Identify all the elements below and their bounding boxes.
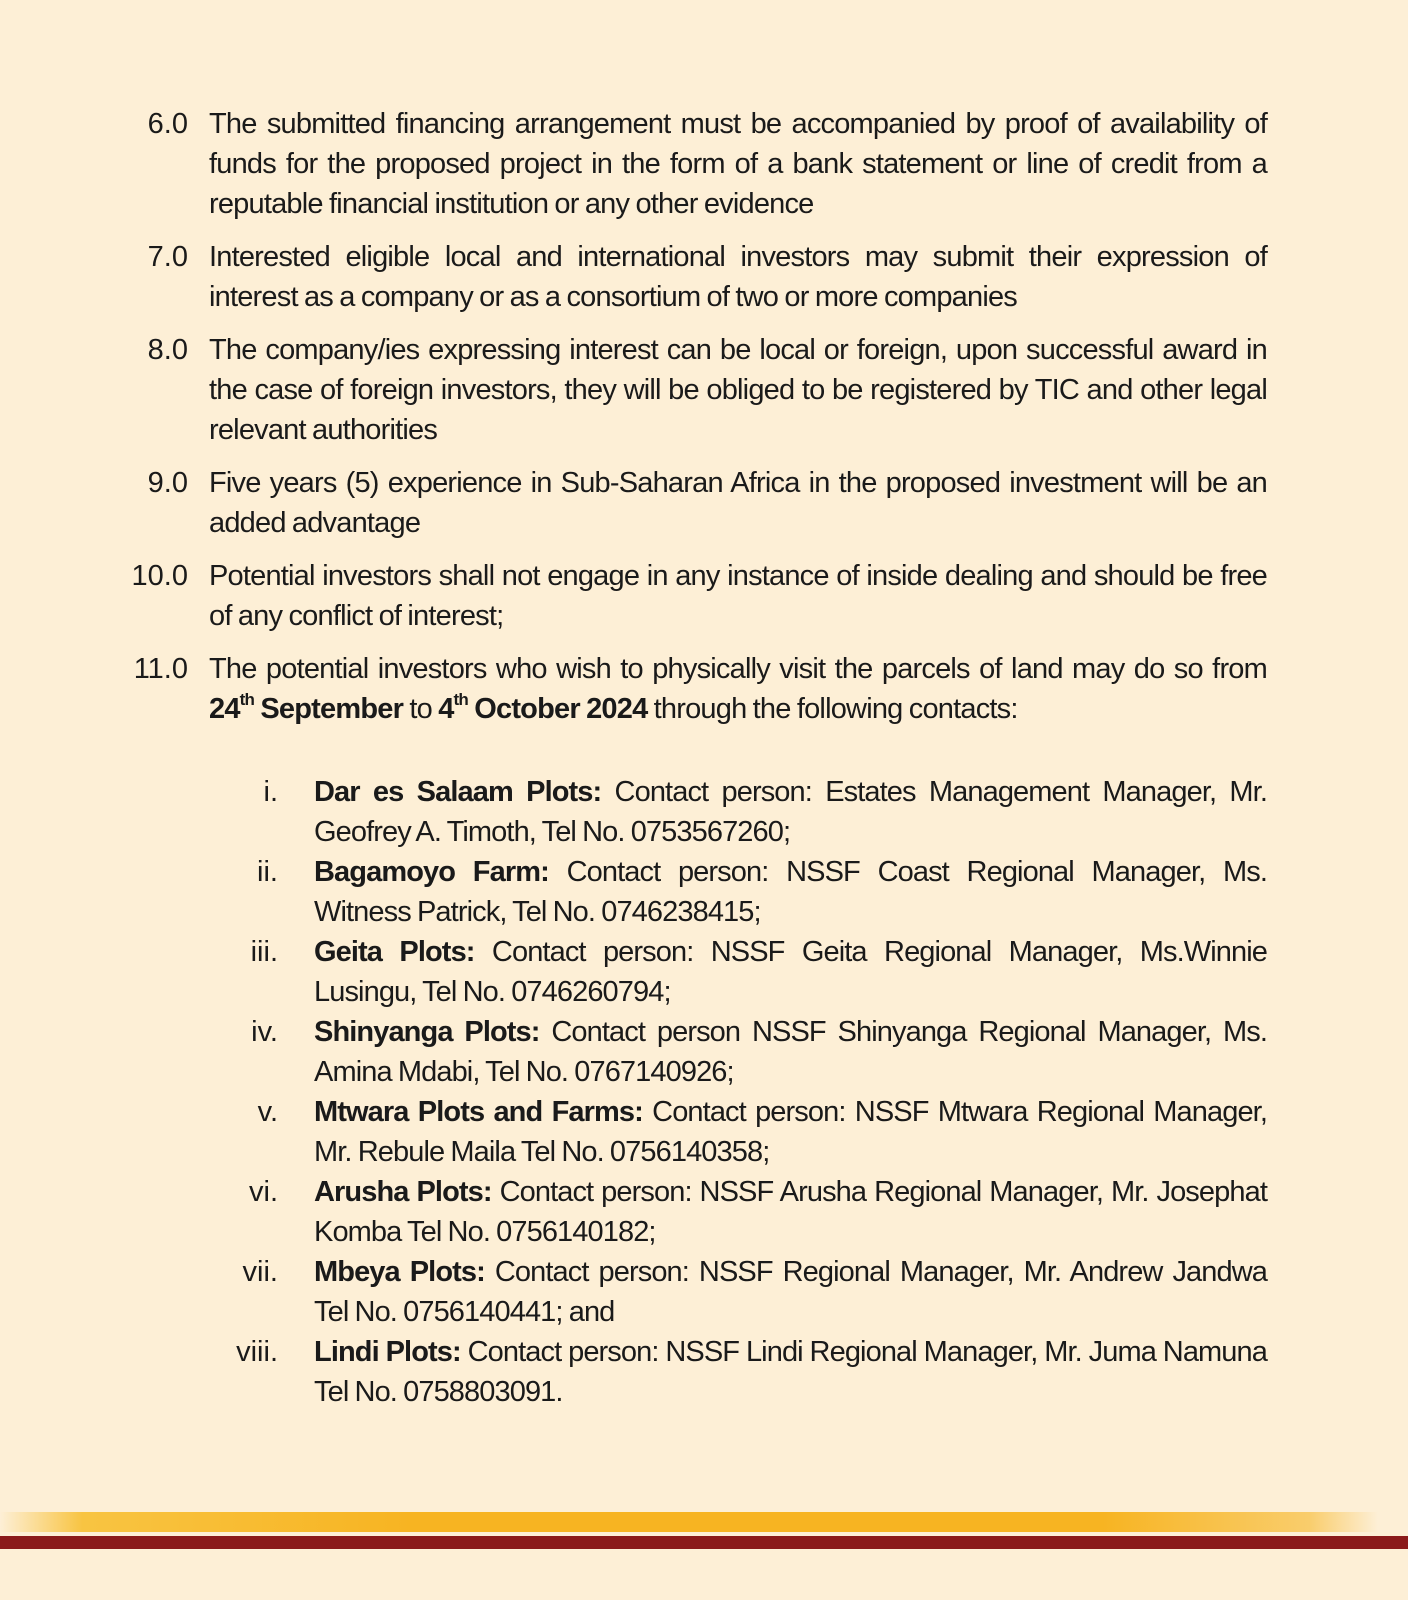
clause-item [0, 104, 1408, 224]
contact-numeral: ii. [257, 856, 278, 888]
contact-details: Contact person: NSSF Arusha Regional Manager, Mr. Josephat Komba Tel No. 0756140182; [314, 1176, 1267, 1248]
contact-details: Contact person: NSSF Lindi Regional Manager, Mr. Juma Namuna Tel No. 0758803091. [314, 1336, 1267, 1408]
contact-details: Contact person NSSF Shinyanga Regional Manager, Ms. Amina Mdabi, Tel No. 0767140926; [314, 1016, 1268, 1088]
contact-location-label: Arusha Plots: [314, 1176, 492, 1208]
footer-maroon-stripe [0, 1536, 1408, 1549]
clause-text: Interested eligible local and international investors may submit their expression of interest as a company or as a consortium of two or more companies [209, 241, 1267, 313]
footer-gold-stripe [0, 1512, 1378, 1532]
contact-list [0, 772, 1408, 1412]
contact-text [314, 1092, 1267, 1172]
clause-number: 11.0 [133, 653, 188, 685]
clause-number: 9.0 [147, 467, 188, 499]
clause-item [0, 330, 1408, 450]
clause-number: 7.0 [147, 241, 188, 273]
clause-text: Five years (5) experience in Sub-Saharan Africa in the proposed investment will be an added advantage [209, 467, 1267, 539]
contact-details: Contact person: NSSF Coast Regional Manager, Ms. Witness Patrick, Tel No. 0746238415; [314, 856, 1267, 928]
contact-location-label: Mbeya Plots: [314, 1256, 485, 1288]
contact-numeral: iv. [251, 1016, 278, 1048]
contact-details: Contact person: NSSF Regional Manager, Mr. Andrew Jandwa Tel No. 0756140441; and [314, 1256, 1268, 1328]
contact-item [0, 772, 1408, 852]
contact-details: Contact person: NSSF Geita Regional Manager, Ms.Winnie Lusingu, Tel No. 0746260794; [314, 936, 1268, 1008]
clause-number: 10.0 [131, 560, 188, 592]
contact-numeral: i. [263, 776, 278, 808]
clause-item [0, 556, 1408, 636]
contact-text [314, 1332, 1267, 1412]
contact-text [314, 932, 1267, 1012]
contact-text [314, 772, 1267, 852]
contact-text [314, 852, 1267, 932]
contact-text [314, 1252, 1267, 1332]
contact-numeral: v. [257, 1096, 278, 1128]
contact-location-label: Shinyanga Plots: [314, 1016, 540, 1048]
contact-details: Contact person: NSSF Mtwara Regional Manager, Mr. Rebule Maila Tel No. 0756140358; [314, 1096, 1267, 1168]
clause-text: The submitted financing arrangement must be accompanied by proof of availability of funds for the proposed project in the form of a bank statement or line of credit from a reputable financial institution or any other evidence [209, 108, 1267, 220]
clause-item [0, 237, 1408, 317]
contact-item [0, 932, 1408, 1012]
contact-location-label: Dar es Salaam Plots: [314, 776, 602, 808]
contact-location-label: Geita Plots: [314, 936, 475, 968]
clause-text: Potential investors shall not engage in any instance of inside dealing and should be free of any conflict of interest; [209, 560, 1267, 632]
clause-number: 8.0 [147, 334, 188, 366]
contact-text [314, 1172, 1267, 1252]
clause-item [0, 463, 1408, 543]
contact-details: Contact person: Estates Management Manager, Mr. Geofrey A. Timoth, Tel No. 0753567260; [314, 776, 1267, 848]
clause-item [0, 649, 1408, 729]
contact-item [0, 1012, 1408, 1092]
contact-item [0, 1092, 1408, 1172]
contact-item [0, 1172, 1408, 1252]
clause-text: The potential investors who wish to physically visit the parcels of land may do so from 24th September to 4th October 2024 through the following contacts: [209, 653, 1267, 725]
contact-location-label: Mtwara Plots and Farms: [314, 1096, 643, 1128]
contact-numeral: vi. [249, 1176, 278, 1208]
contact-location-label: Bagamoyo Farm: [314, 856, 549, 888]
clause-text: The company/ies expressing interest can be local or foreign, upon successful award in the case of foreign investors, they will be obliged to be registered by TIC and other legal relevant authorities [209, 334, 1267, 446]
contact-numeral: iii. [250, 936, 278, 968]
clause-number: 6.0 [147, 108, 188, 140]
contact-numeral: vii. [242, 1256, 278, 1288]
contact-item [0, 852, 1408, 932]
contact-text [314, 1012, 1267, 1092]
clause-list [0, 104, 1408, 742]
contact-numeral: viii. [236, 1336, 278, 1368]
contact-item [0, 1332, 1408, 1412]
contact-item [0, 1252, 1408, 1332]
contact-location-label: Lindi Plots: [314, 1336, 461, 1368]
